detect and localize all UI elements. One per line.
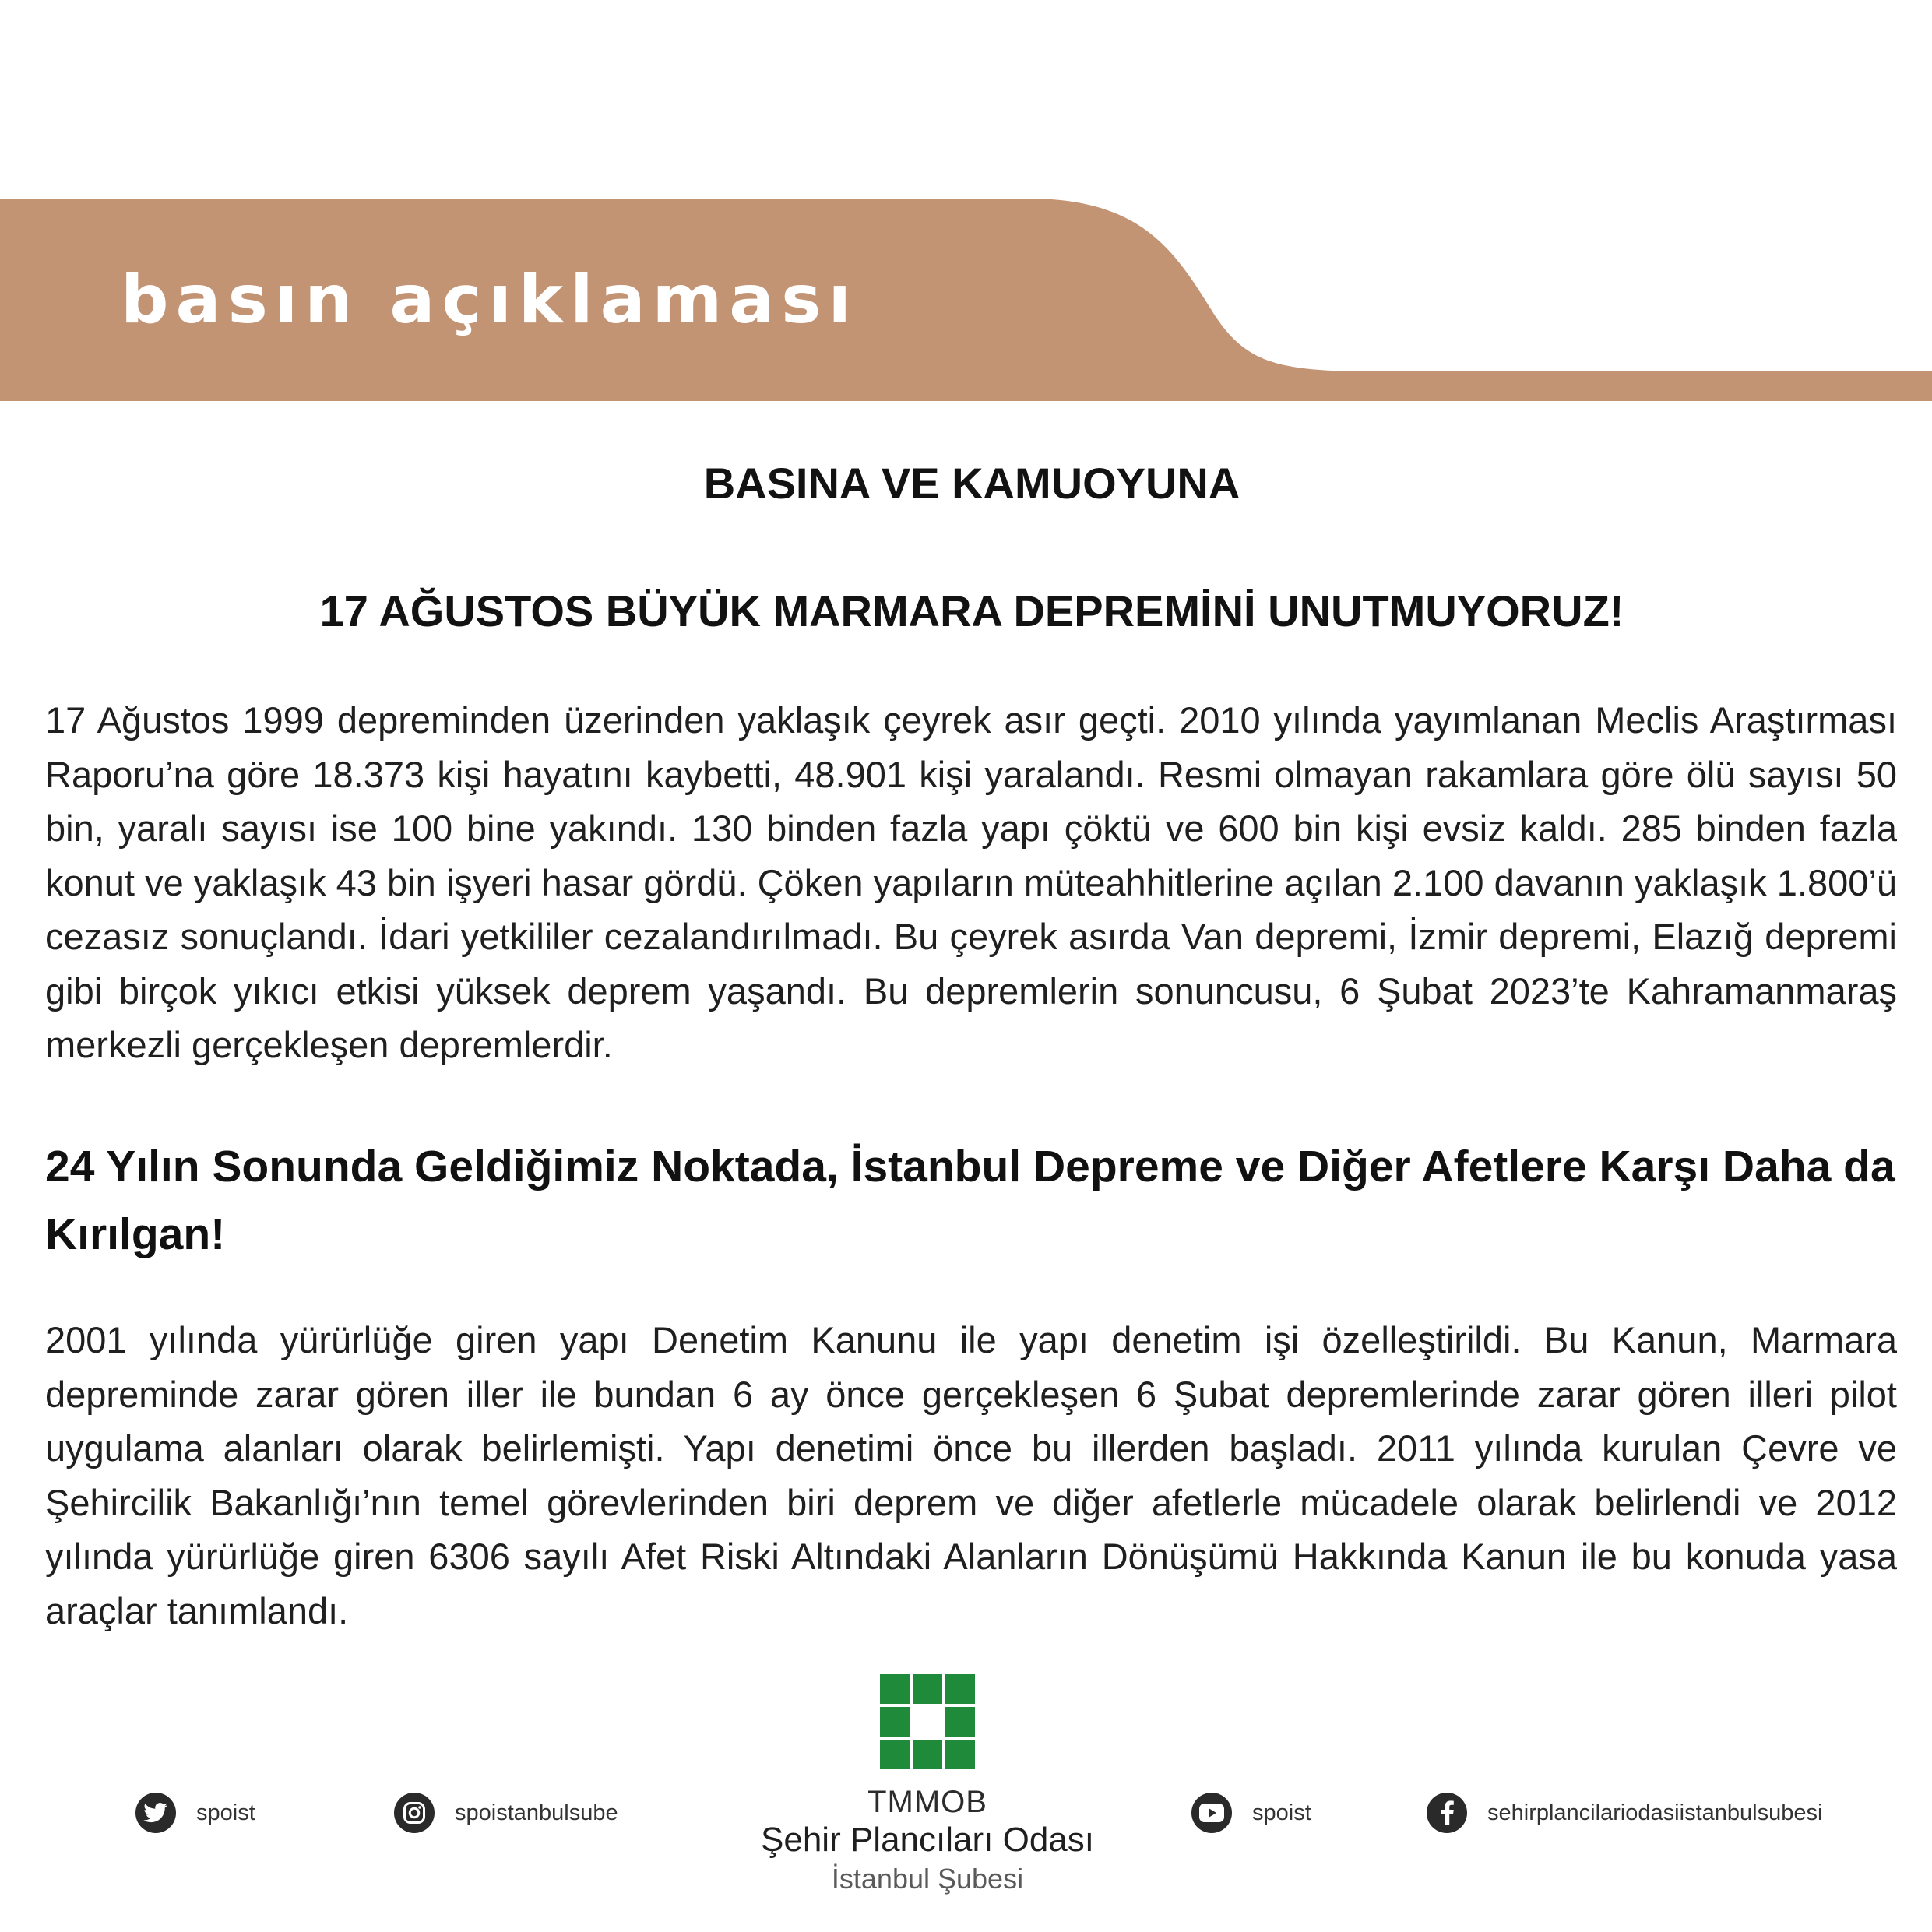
- audience-heading: BASINA VE KAMUOYUNA: [703, 459, 1240, 508]
- header-banner: [0, 199, 1932, 401]
- social-youtube[interactable]: [1191, 1793, 1311, 1833]
- instagram-handle: spoistanbulsube: [455, 1800, 618, 1825]
- logo-line-tmmob: TMMOB: [867, 1785, 987, 1819]
- logo-line-org: Şehir Plancıları Odası: [761, 1821, 1094, 1859]
- twitter-icon: [135, 1793, 176, 1833]
- banner-title: basın açıklaması: [121, 261, 858, 339]
- social-facebook[interactable]: [1427, 1793, 1822, 1833]
- press-release-title: 17 AĞUSTOS BÜYÜK MARMARA DEPREMİNİ UNUTMUYORUZ!: [319, 586, 1624, 635]
- social-instagram[interactable]: [394, 1793, 618, 1833]
- section-subheading: 24 Yılın Sonunda Geldiğimiz Noktada, İstanbul Depreme ve Diğer Afetlere Karşı Daha da Kırılgan!: [45, 1142, 1895, 1259]
- twitter-handle: spoist: [196, 1800, 255, 1825]
- paragraph-1: 17 Ağustos 1999 depreminden üzerinden yaklaşık çeyrek asır geçti. 2010 yılında yayımlanan Meclis Araştırması Raporu’na göre 18.373 kişi hayatını kaybetti, 48.901 kişi yaralandı. Resmi olmayan rakamlara göre ölü sayısı 50 bin, yaralı sayısı ise 100 bine yakındı. 130 binden fazla yapı çöktü ve 600 bin kişi evsiz kaldı. 285 binden fazla konut ve yaklaşık 43 bin işyeri hasar gördü. Çöken yapıların müteahhitlerine açılan 2.100 davanın yaklaşık 1.800’ü cezasız sonuçlandı. İdari yetkililer cezalandırılmadı. Bu çeyrek asırda Van depremi, İzmir depremi, Elazığ depremi gibi birçok yıkıcı etkisi yüksek deprem yaşandı. Bu depremlerin sonuncusu, 6 Şubat 2023’te Kahramanmaraş merkezli gerçekleşen depremlerdir.: [45, 699, 1897, 1065]
- facebook-handle: sehirplancilariodasiistanbulsubesi: [1487, 1800, 1823, 1825]
- facebook-icon: [1427, 1793, 1467, 1833]
- paragraph-2: 2001 yılında yürürlüğe giren yapı Denetim Kanunu ile yapı denetim işi özelleştirildi. Bu Kanun, Marmara depreminde zarar gören iller ile bundan 6 ay önce gerçekleşen 6 Şubat depremlerinde zarar gören illeri pilot uygulama alanları olarak belirlemişti. Yapı denetimi önce bu illerden başladı. 2011 yılında kurulan Çevre ve Şehircilik Bakanlığı’nın temel görevlerinden biri deprem ve diğer afetlerle mücadele olarak belirlendi ve 2012 yılında yürürlüğe giren 6306 sayılı Afet Riski Altındaki Alanların Dönüşümü Hakkında Kanun ile bu konuda yasa araçlar tanımlandı.: [45, 1319, 1897, 1631]
- logo-line-branch: İstanbul Şubesi: [831, 1863, 1024, 1895]
- youtube-handle: spoist: [1252, 1800, 1311, 1825]
- youtube-icon: [1191, 1793, 1232, 1833]
- social-twitter[interactable]: [135, 1793, 255, 1833]
- tmmob-logo: [880, 1674, 975, 1769]
- instagram-icon: [394, 1793, 435, 1833]
